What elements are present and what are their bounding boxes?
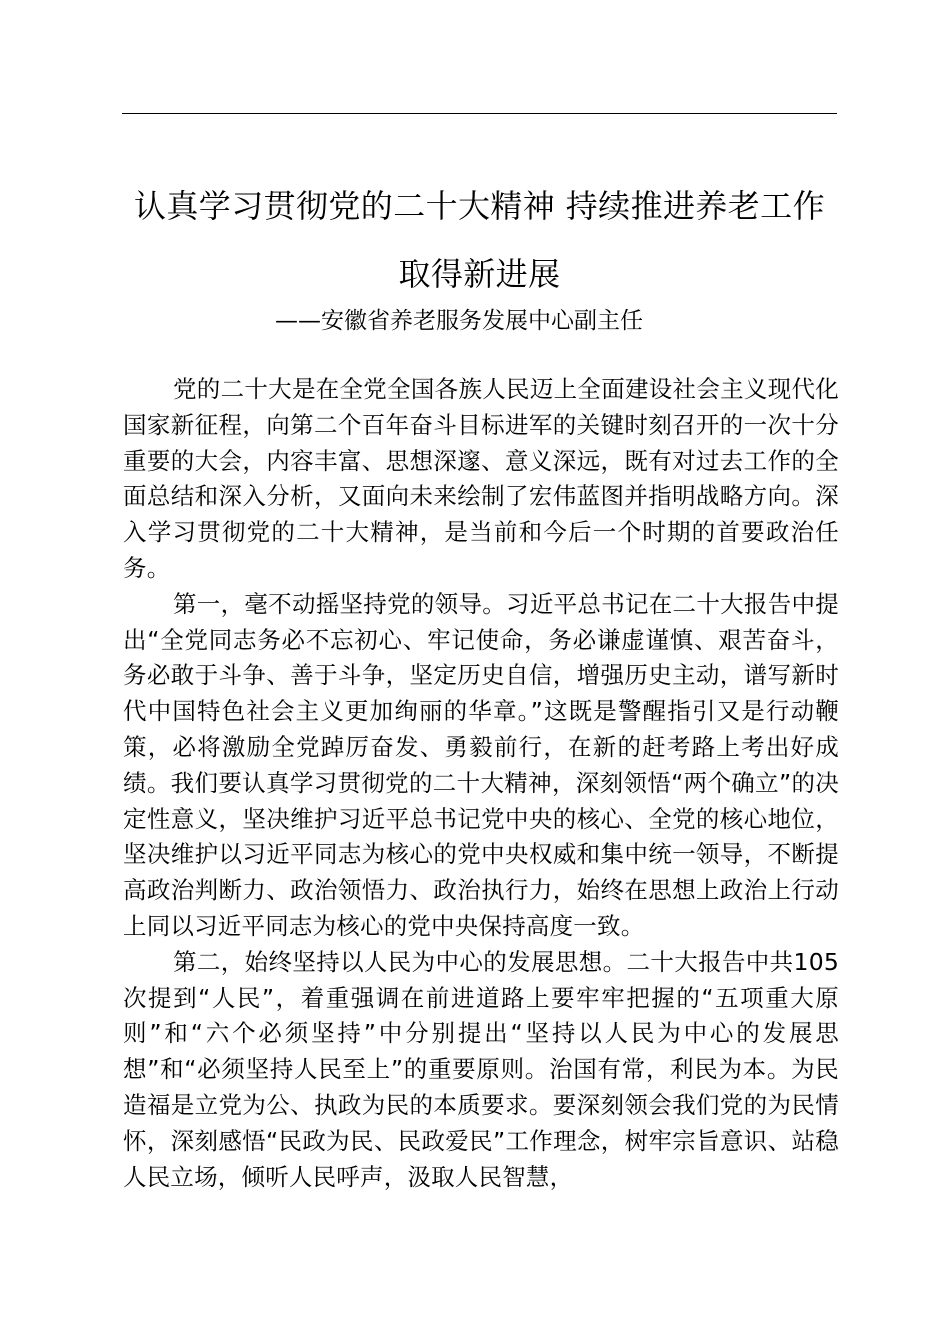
paragraph-intro: 党的二十大是在全党全国各族人民迈上全面建设社会主义现代化国家新征程，向第二个百年奋斗目标进军的关键时刻召开的一次十分重要的大会，内容丰富、思想深邃、意义深远，既有对过去工作的全面总结和深入分析，又面向未来绘制了宏伟蓝图并指明战略方向。深入学习贯彻党的二十大精神，是当前和今后一个时期的首要政治任务。 bbox=[123, 375, 839, 582]
document-subtitle: ——安徽省养老服务发展中心副主任 bbox=[275, 308, 643, 334]
document-body bbox=[123, 372, 839, 1195]
paragraph-first-point: 第一，毫不动摇坚持党的领导。习近平总书记在二十大报告中提出“全党同志务必不忘初心、牢记使命，务必谦虚谨慎、艰苦奋斗，务必敢于斗争、善于斗争，坚定历史自信，增强历史主动，谱写新时代中国特色社会主义更加绚丽的华章。”这既是警醒指引又是行动鞭策，必将激励全党踔厉奋发、勇毅前行，在新的赶考路上考出好成绩。我们要认真学习贯彻党的二十大精神，深刻领悟“两个确立”的决定性意义，坚决维护习近平总书记党中央的核心、全党的核心地位，坚决维护以习近平同志为核心的党中央权威和集中统一领导，不断提高政治判断力、政治领悟力、政治执行力，始终在思想上政治上行动上同以习近平同志为核心的党中央保持高度一致。 bbox=[123, 589, 839, 940]
document-title: 认真学习贯彻党的二十大精神 持续推进养老工作取得新进展 bbox=[134, 187, 825, 293]
header-rule bbox=[122, 113, 837, 114]
paragraph-second-point: 第二，始终坚持以人民为中心的发展思想。二十大报告中共105次提到“人民”，着重强调在前进道路上要牢牢把握的“五项重大原则”和“六个必须坚持”中分别提出“坚持以人民为中心的发展思想”和“必须坚持人民至上”的重要原则。治国有常，利民为本。为民造福是立党为公、执政为民的本质要求。要深刻领会我们党的为民情怀，深刻感悟“民政为民、民政爱民”工作理念，树牢宗旨意识、站稳人民立场，倾听人民呼声，汲取人民智慧， bbox=[123, 947, 839, 1191]
